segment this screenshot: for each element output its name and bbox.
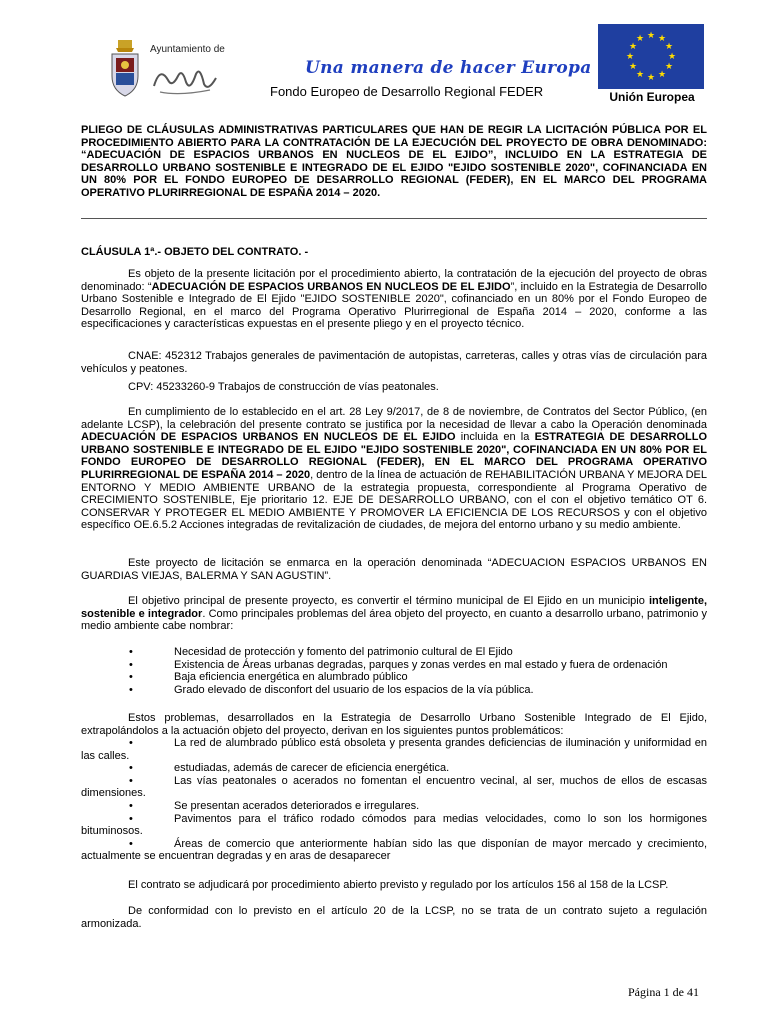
title-divider	[81, 218, 707, 219]
svg-text:★: ★	[635, 34, 645, 44]
list-item	[81, 813, 707, 838]
list-item	[81, 838, 707, 863]
list-item	[81, 800, 707, 813]
list-item-text: Pavimentos para el tráfico rodado cómodos para medias velocidades, como lo son los hormigones bituminosos.	[81, 812, 707, 838]
text-run: El objetivo principal de presente proyecto, es convertir el término municipal de El Ejido en un municipio	[128, 595, 649, 607]
goal-bold: inteligente, sostenible e integrador	[81, 595, 707, 620]
svg-text:★: ★	[657, 34, 667, 44]
bullet-icon: •	[129, 837, 133, 850]
svg-text:★: ★	[664, 42, 674, 52]
list-item-text: La red de alumbrado público está obsoleta y presenta grandes deficiencias de iluminación y uniformidad en las calles.	[81, 737, 707, 762]
project-name-bold: ADECUACIÓN DE ESPACIOS URBANOS EN NUCLEOS DE EL EJIDO	[151, 280, 511, 293]
eu-label: Unión Europea	[609, 90, 695, 104]
text-run: Es objeto de la presente licitación por el procedimiento abierto, la contratación de la ejecución del proyecto de obras denominado: “	[81, 268, 707, 293]
cnae-code: CNAE: 452312 Trabajos generales de pavimentación de autopistas, carreteras, calles y otras vías de circulación para vehículos y peatones.	[81, 350, 707, 375]
problems-list	[81, 646, 707, 696]
bullet-icon: •	[129, 658, 133, 671]
svg-text:★: ★	[664, 62, 674, 72]
bullet-icon: •	[129, 646, 133, 658]
text-run: En cumplimiento de lo establecido en el art. 28 Ley 9/2017, de 8 de noviembre, de Contratos del Sector Público, (en adelante LCSP), la celebración del presente contrato se justifica por la necesidad de llevar a cabo la Operación denominada	[81, 406, 707, 431]
svg-text:★: ★	[646, 73, 656, 83]
list-item	[81, 684, 707, 697]
list-item-text: Grado elevado de disconfort del usuario de los espacios de la vía pública.	[174, 683, 534, 696]
points-list	[81, 737, 707, 863]
paragraph-justification	[81, 406, 707, 532]
clause-heading: CLÁUSULA 1ª.- OBJETO DEL CONTRATO. -	[81, 246, 309, 258]
svg-text:★: ★	[667, 52, 677, 62]
slogan: Una manera de hacer Europa	[305, 58, 592, 78]
coat-of-arms-icon	[108, 40, 142, 98]
bullet-icon: •	[129, 762, 133, 775]
operation-name-bold: ADECUACIÓN DE ESPACIOS URBANOS EN NUCLEOS DE EL EJIDO	[81, 431, 456, 444]
list-item-text: Se presentan acerados deteriorados e irregulares.	[174, 799, 420, 812]
bullet-icon: •	[129, 812, 133, 825]
list-item	[81, 659, 707, 672]
svg-text:★: ★	[635, 70, 645, 80]
strategy-bold: ESTRATEGIA DE DESARROLLO URBANO SOSTENIBLE E INTEGRADO DE EL EJIDO "EJIDO SOSTENIBLE 2020", COFINANCIADA EN UN 80% POR EL FONDO EUROPEO DE DESARROLLO REGIONAL (FEDER), EN EL MARCO DEL PROGRAMA OPERATIVO PLURIRREGIONAL DE ESPAÑA 2014 – 2020	[81, 431, 708, 481]
list-item-text: Necesidad de protección y fomento del patrimonio cultural de El Ejido	[174, 646, 513, 658]
list-item-text: Existencia de Áreas urbanas degradas, parques y zonas verdes en mal estado y fuera de ordenación	[174, 658, 668, 671]
fund-name: Fondo Europeo de Desarrollo Regional FEDER	[270, 84, 544, 99]
eu-flag-icon	[598, 24, 704, 89]
svg-text:★: ★	[628, 42, 638, 52]
paragraph-regulation: De conformidad con lo previsto en el artículo 20 de la LCSP, no se trata de un contrato sujeto a regulación armonizada.	[81, 905, 707, 930]
list-item-text: Áreas de comercio que anteriormente habían sido las que disponían de mayor mercado y crecimiento, actualmente se encuentran degradas y en aras de desaparecer	[81, 837, 707, 863]
document-title: PLIEGO DE CLÁUSULAS ADMINISTRATIVAS PARTICULARES QUE HAN DE REGIR LA LICITACIÓN PÚBLICA POR EL PROCEDIMIENTO ABIERTO PARA LA CONTRATACIÓN DE LA EJECUCIÓN DEL PROYECTO DE OBRA DENOMINADO: “ADECUACIÓN DE ESPACIOS URBANOS EN NUCLEOS DE EL EJIDO”, INCLUIDO EN LA ESTRATEGIA DE DESARROLLO URBANO SOSTENIBLE E INTEGRADO DE EL EJIDO "EJIDO SOSTENIBLE 2020", COFINANCIADA EN UN 80% POR EL FONDO EUROPEO DE DESARROLLO REGIONAL (FEDER), EN EL MARCO DEL PROGRAMA OPERATIVO PLURIRREGIONAL DE ESPAÑA 2014 – 2020.	[81, 124, 707, 199]
cpv-code: CPV: 45233260-9 Trabajos de construcción de vías peatonales.	[128, 381, 439, 393]
paragraph-procedure: El contrato se adjudicará por procedimiento abierto previsto y regulado por los artículos 156 al 158 de la LCSP.	[128, 879, 669, 891]
bullet-icon: •	[129, 799, 133, 812]
paragraph-operation: Este proyecto de licitación se enmarca en la operación denominada “ADECUACION ESPACIOS URBANOS EN GUARDIAS VIEJAS, BALERMA Y SAN AGUSTIN”.	[81, 557, 707, 582]
bullet-icon: •	[129, 683, 133, 696]
svg-text:★: ★	[646, 31, 656, 41]
paragraph-problems: Estos problemas, desarrollados en la Estrategia de Desarrollo Urbano Sostenible Integrado de El Ejido, extrapolándolos a la actuación objeto del proyecto, derivan en los siguientes puntos problemáticos:	[81, 712, 707, 737]
text-run: ”, incluido en la Estrategia de Desarrollo Urbano Sostenible e Integrado de El Ejido "EJIDO SOSTENIBLE 2020", cofinanciado en un 80% por el Fondo Europeo de Desarrollo Regional, en el marco del Programa Operativo Plurirregional de España 2014 – 2020, conforme a las especificaciones y características expuestas en el presente pliego y en el proyecto técnico.	[81, 280, 708, 331]
list-item	[81, 737, 707, 762]
text-run: . Como principales problemas del área objeto del proyecto, en cuanto a desarrollo urbano, patrimonio y medio ambiente cabe nombrar:	[81, 607, 708, 633]
list-item-text: estudiadas, además de carecer de eficiencia energética.	[174, 762, 450, 775]
paragraph-goal	[81, 595, 707, 633]
svg-text:★: ★	[628, 62, 638, 72]
paragraph-object	[81, 268, 707, 331]
bullet-icon: •	[129, 737, 133, 749]
bullet-icon: •	[129, 774, 133, 787]
list-item-text: Baja eficiencia energética en alumbrado público	[174, 671, 408, 684]
svg-text:★: ★	[657, 70, 667, 80]
bullet-icon: •	[129, 671, 133, 684]
page-number: Página 1 de 41	[628, 985, 699, 999]
svg-text:★: ★	[625, 52, 635, 62]
list-item	[81, 671, 707, 684]
list-item-text: Las vías peatonales o acerados no fomentan el encuentro vecinal, al ser, muchos de ellos de escasas dimensiones.	[81, 774, 707, 800]
text-run: , dentro de la línea de actuación de REHABILITACIÓN URBANA Y MEJORA DEL ENTORNO Y MEDIO AMBIENTE URBANO de la estrategia propuesta, correspondiente al Programa Operativo de CRECIMIENTO SOSTENIBLE, Eje prioritario 12. EJE DE DESARROLLO URBANO, con el con el objetivo temático OT 6. CONSERVAR Y PROTEGER EL MEDIO AMBIENTE Y PROMOVER LA EFICIENCIA DE LOS RECURSOS y con el objetivo específico OE.6.5.2 Acciones integradas de revitalización de ciudades, de mejora del entorno urbano y su medio ambiente.	[81, 468, 707, 532]
list-item	[81, 762, 707, 775]
list-item	[81, 646, 707, 659]
text-run: incluida en la	[455, 431, 535, 444]
el-ejido-logo-script	[150, 58, 220, 98]
list-item	[81, 775, 707, 800]
ayuntamiento-label: Ayuntamiento de	[150, 44, 225, 55]
